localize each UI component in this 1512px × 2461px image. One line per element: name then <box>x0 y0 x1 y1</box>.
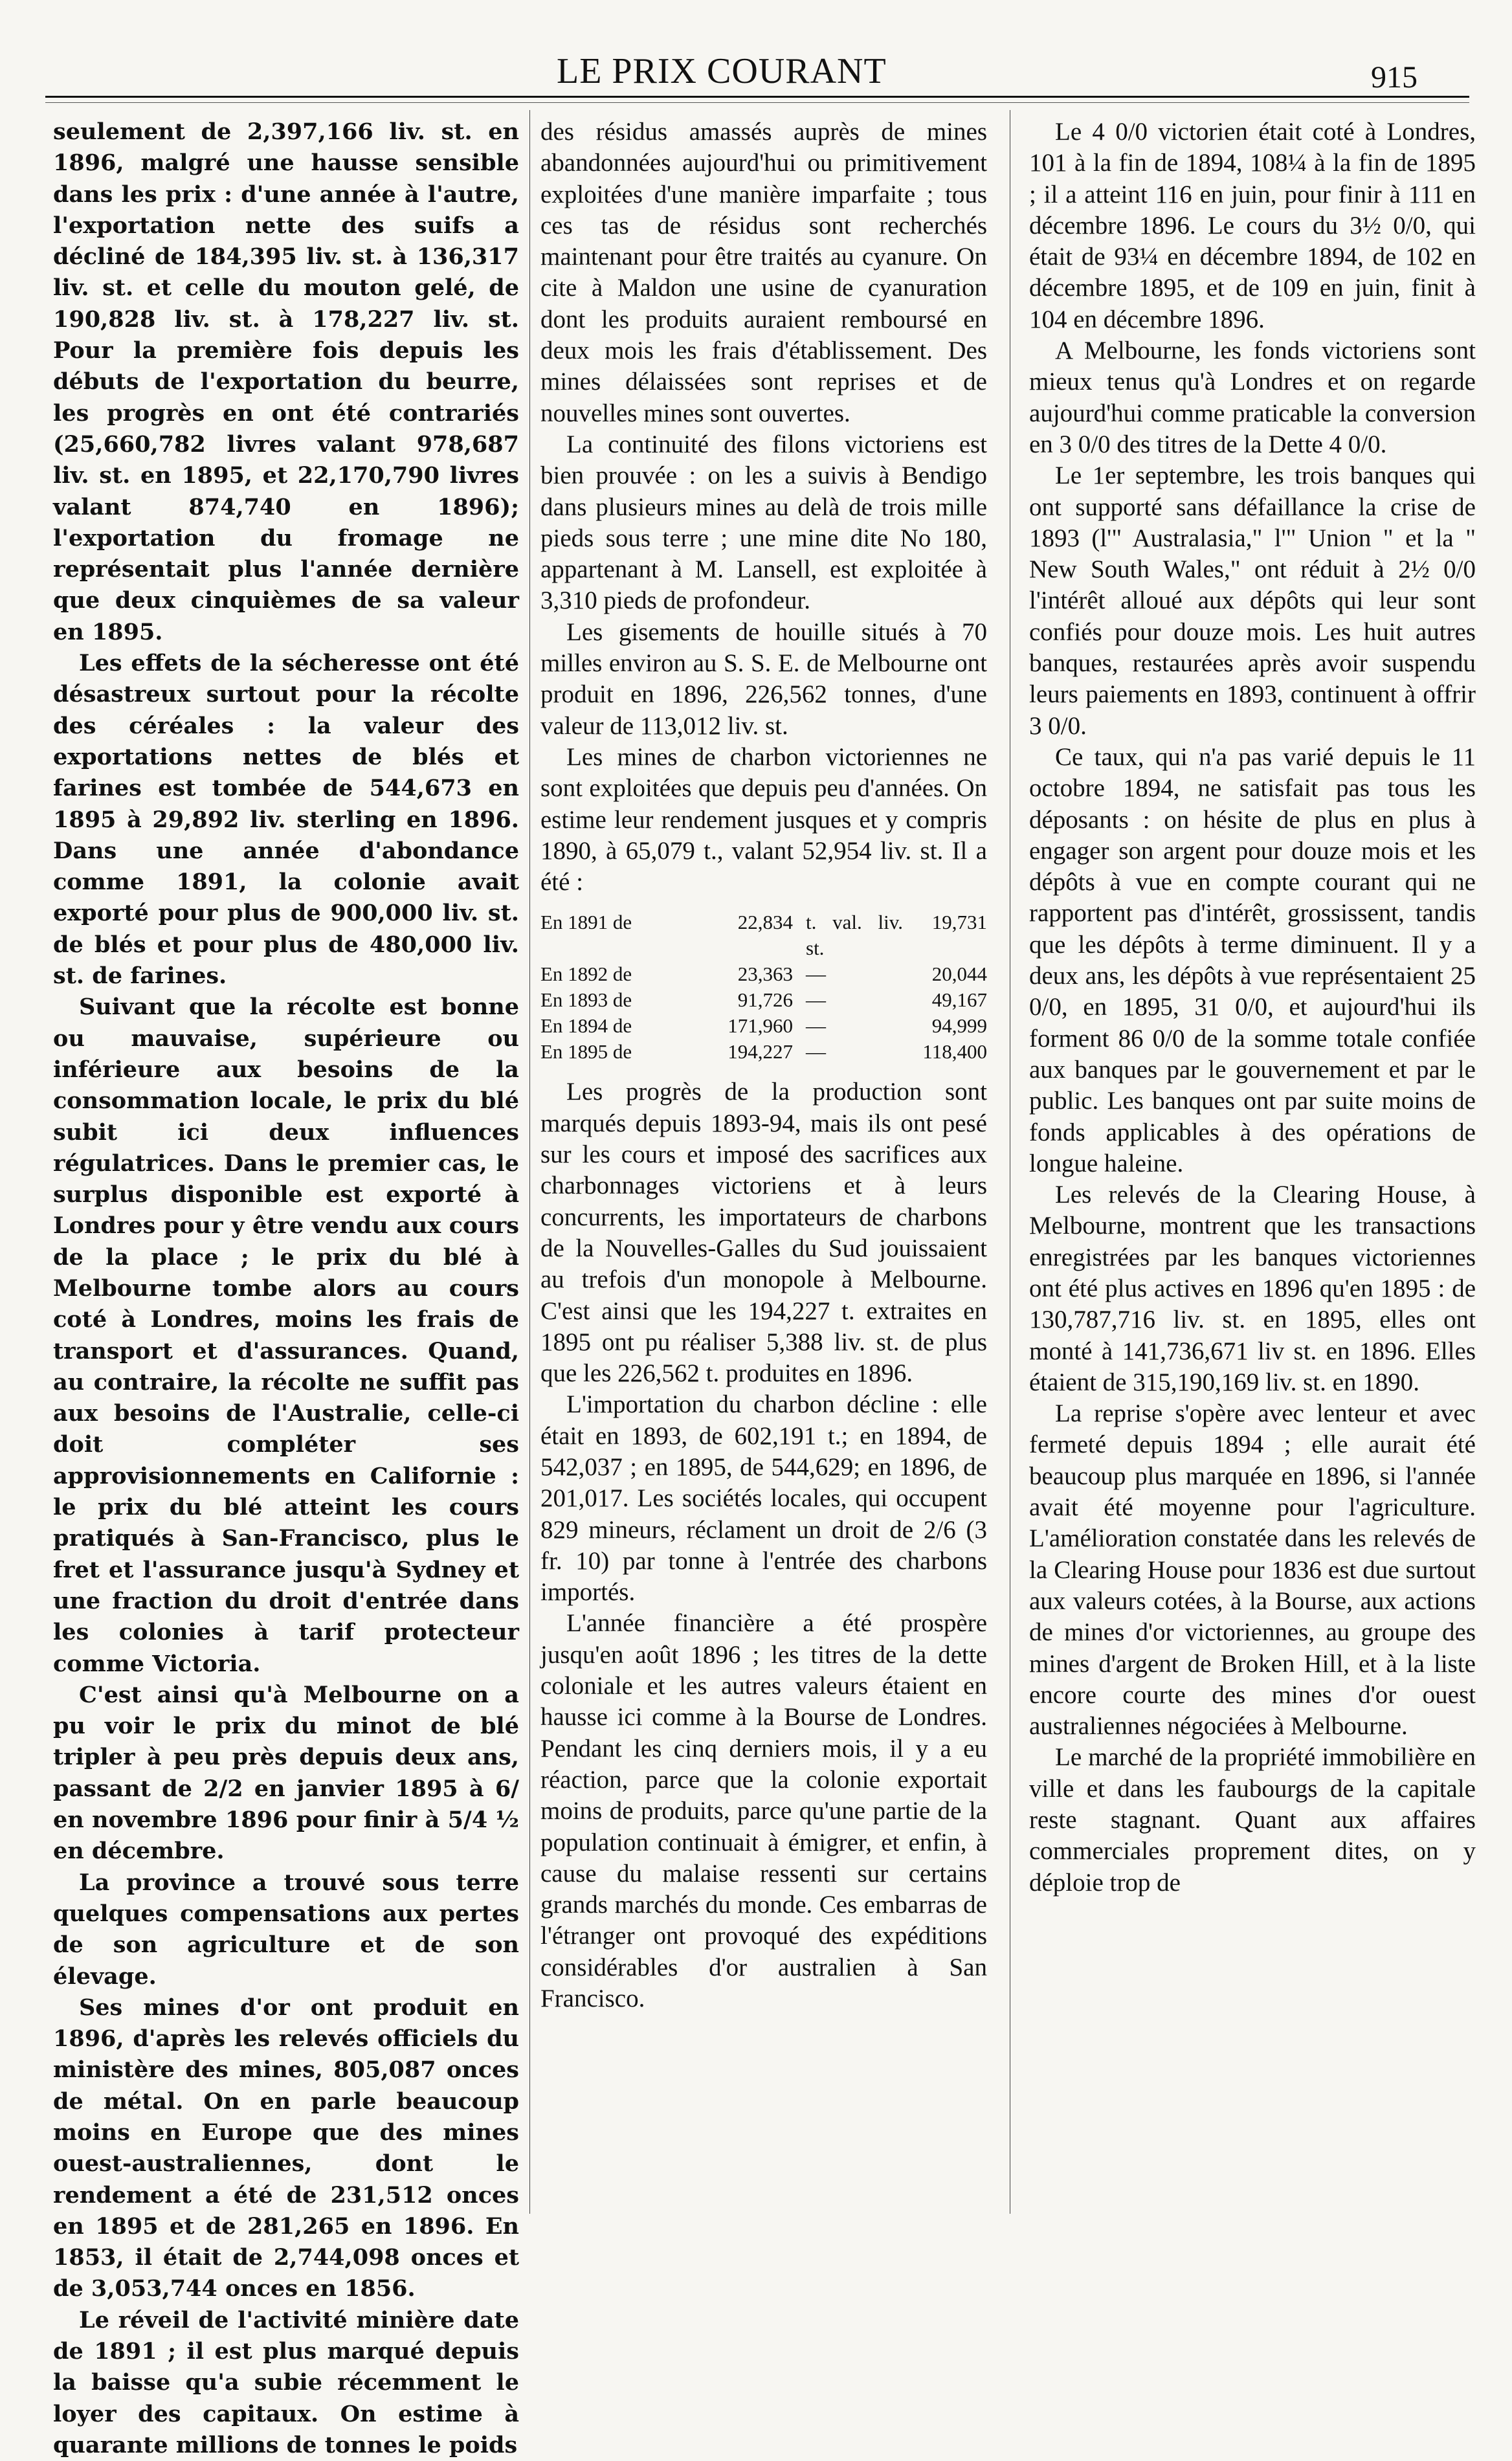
paragraph: C'est ainsi qu'à Melbourne on a pu voir le prix du minot de blé tripler à peu près depuis deux ans, passant de 2/2 en janvier 1895 à 6/ en novembre 1896 pour finir à 5/4 ½ en décembre. <box>53 1681 519 1865</box>
paragraph: seulement de 2,397,166 liv. st. en 1896, malgré une hausse sensible dans les prix : d'une année à l'autre, l'exportation nette des suifs a décliné de 184,395 liv. st. à 136,317 liv. st. et celle du mouton gelé, de 190,828 liv. st. à 178,227 liv. st. Pour la première fois depuis les débuts de l'exportation du beurre, les progrès en ont été contrariés (25,660,782 livres valant 978,687 liv. st. en 1895, et 22,170,790 livres valant 874,740 en 1896); l'exportation du fromage ne représentait plus l'année dernière que deux cinquièmes de sa valeur en 1895. <box>53 118 519 645</box>
table-cell-year: En 1895 de <box>540 1040 632 1063</box>
table-row <box>540 1039 987 1065</box>
column-right <box>1029 117 1476 1899</box>
paragraph: Ses mines d'or ont produit en 1896, d'après les relevés officiels du ministère des mines, 805,087 onces de métal. On en parle beaucoup moins en Europe que des mines ouest-australiennes, dont le rendement a été de 231,512 onces en 1895 et de 281,265 en 1896. En 1853, il était de 2,744,098 onces et de 3,053,744 onces en 1856. <box>53 1994 519 2302</box>
table-row <box>540 961 987 987</box>
table-cell-value: 94,999 <box>931 1014 987 1038</box>
table-cell-tons: 91,726 <box>737 988 793 1012</box>
coal-production-table <box>540 909 987 1065</box>
table-cell-value: 49,167 <box>931 988 987 1012</box>
table-cell-unit: — <box>806 988 826 1012</box>
table-cell-tons: 23,363 <box>737 963 793 986</box>
header-rule <box>45 96 1469 98</box>
table-row <box>540 987 987 1013</box>
page-number: 915 <box>1371 60 1418 95</box>
table-cell-tons: 194,227 <box>728 1040 793 1063</box>
paragraph: Le 4 0/0 victorien était coté à Londres, 101 à la fin de 1894, 108¼ à la fin de 1895 ; il a atteint 116 en juin, pour finir à 111 en décembre 1896. Le cours du 3½ 0/0, qui était de 93¼ en décembre 1894, de 102 en décembre 1895, et de 109 en juin, finit à 104 en décembre 1896. <box>1029 118 1476 333</box>
column-divider <box>529 110 530 2214</box>
table-cell-year: En 1893 de <box>540 988 632 1012</box>
column-left <box>53 117 519 2461</box>
table-cell-value: 20,044 <box>931 963 987 986</box>
header-rule-thin <box>45 102 1469 103</box>
paragraph: Le marché de la propriété immobilière en ville et dans les faubourgs de la capitale reste stagnant. Quant aux affaires commerciales proprement dites, on y déploie trop de <box>1029 1743 1476 1897</box>
table-cell-value: 118,400 <box>922 1040 987 1063</box>
column-middle <box>540 117 987 2014</box>
paragraph: Les relevés de la Clearing House, à Melbourne, montrent que les transactions enregistrées par les banques victoriennes ont été plus actives en 1896 qu'en 1895 : de 130,787,716 liv. st. en 1895, elles ont monté à 141,736,671 liv st. en 1896. Elles étaient de 315,190,169 liv. st. en 1890. <box>1029 1181 1476 1396</box>
table-cell-year: En 1892 de <box>540 963 632 986</box>
paragraph: La continuité des filons victoriens est bien prouvée : on les a suivis à Bendigo dans plusieurs mines au delà de trois mille pieds sous terre ; une mine dite No 180, appartenant à M. Lansell, est exploitée à 3,310 pieds de profondeur. <box>540 430 987 615</box>
table-cell-unit: — <box>806 1040 826 1063</box>
table-cell-value: 19,731 <box>931 911 987 934</box>
paragraph: L'importation du charbon décline : elle était en 1893, de 602,191 t.; en 1894, de 542,037 ; en 1895, de 544,629; en 1896, de 201,017. Les sociétés locales, qui occupent 829 mineurs, réclament un droit de 2/6 (3 fr. 10) par tonne à l'entrée des charbons importés. <box>540 1390 987 1607</box>
paragraph: Les effets de la sécheresse ont été désastreux surtout pour la récolte des céréales : la valeur des exportations nettes de blés et farines est tombée de 544,673 en 1895 à 29,892 liv. sterling en 1896. Dans une année d'abondance comme 1891, la colonie avait exporté pour plus de 900,000 liv. st. de blés et pour plus de 480,000 liv. st. de farines. <box>53 650 519 990</box>
table-cell-year: En 1891 de <box>540 911 632 934</box>
paragraph: des résidus amassés auprès de mines abandonnées aujourd'hui ou primitivement exploitées d'une manière imparfaite ; tous ces tas de résidus sont recherchés maintenant pour être traités au cyanure. On cite à Maldon une usine de cyanuration dont les produits auraient remboursé en deux mois les frais d'établissement. Des mines délaissées sont reprises et de nouvelles mines sont ouvertes. <box>540 118 987 427</box>
page-header <box>0 0 1512 97</box>
paragraph: A Melbourne, les fonds victoriens sont mieux tenus qu'à Londres et on regarde aujourd'hui comme praticable la conversion en 3 0/0 des titres de la Dette 4 0/0. <box>1029 337 1476 458</box>
table-cell-unit: — <box>806 1014 826 1038</box>
paragraph: Les progrès de la production sont marqués depuis 1893-94, mais ils ont pesé sur les cours et imposé des sacrifices aux charbonnages victoriens et à leurs concurrents, les importateurs de charbons de la Nouvelles-Galles du Sud jouissaient au trefois d'un monopole à Melbourne. C'est ainsi que les 194,227 t. extraites en 1895 ont pu réaliser 5,388 liv. st. de plus que les 226,562 t. produites en 1896. <box>540 1078 987 1388</box>
paragraph: Les mines de charbon victoriennes ne sont exploitées que depuis peu d'années. On estime leur rendement jusques et y compris 1890, à 65,079 t., valant 52,954 liv. st. Il a été : <box>540 742 987 896</box>
table-row <box>540 1013 987 1039</box>
table-cell-year: En 1894 de <box>540 1014 632 1038</box>
paragraph: Les gisements de houille situés à 70 milles environ au S. S. E. de Melbourne ont produit en 1896, 226,562 tonnes, d'une valeur de 113,012 liv. st. <box>540 618 987 740</box>
paragraph: L'année financière a été prospère jusqu'en août 1896 ; les titres de la dette coloniale et les autres valeurs étaient en hausse ici comme à la Bourse de Londres. Pendant les cinq derniers mois, il y a eu réaction, parce que la colonie exportait moins de produits, parce qu'une partie de la population continuait à émigrer, et enfin, à cause du malaise ressenti sur certains grands marchés du monde. Ces embarras de l'étranger ont provoqué des expéditions considérables d'or australien à San Francisco. <box>540 1609 987 2013</box>
table-cell-tons: 171,960 <box>728 1014 793 1038</box>
paragraph: La reprise s'opère avec lenteur et avec fermeté depuis 1894 ; elle aurait été beaucoup plus marquée en 1896, si l'année avait été moyenne pour l'agriculture. L'amélioration constatée dans les relevés de la Clearing House pour 1836 est due surtout aux valeurs cotées, à la Bourse, aux actions de mines d'or victoriennes, au groupe des mines d'argent de Broken Hill, et à la liste encore courte des mines d'or ouest australiennes négociées à Melbourne. <box>1029 1399 1476 1741</box>
paragraph: Le 1er septembre, les trois banques qui ont supporté sans défaillance la crise de 1893 (l'" Australasia," l'" Union " et la " New South Wales," ont réduit à 2½ 0/0 l'intérêt alloué aux dépôts qui leur sont confiés pour douze mois. Les huit autres banques, restaurées après avoir suspendu leurs paiements en 1893, continuent à offrir 3 0/0. <box>1029 462 1476 740</box>
paragraph: Ce taux, qui n'a pas varié depuis le 11 octobre 1894, ne satisfait pas tous les déposants : on hésite de plus en plus à engager son argent pour douze mois et les dépôts à vue en compte courant qui ne rapportent pas d'intérêt, grossissent, tandis que les dépôts à terme diminuent. Il y a deux ans, les dépôts à vue représentaient 25 0/0, en 1895, 31 0/0, et aujourd'hui ils forment 86 0/0 de la somme totale confiée aux banques par le gouvernement et par le public. Les banques ont par suite moins de fonds applicables à des opérations de longue haleine. <box>1029 742 1476 1177</box>
paragraph: Le réveil de l'activité minière date de 1891 ; il est plus marqué depuis la baisse qu'a subie récemment le loyer des capitaux. On estime à quarante millions de tonnes le poids <box>53 2306 519 2458</box>
table-cell-unit: t. val. liv. st. <box>806 911 903 960</box>
paragraph: Suivant que la récolte est bonne ou mauvaise, supérieure ou inférieure aux besoins de la consommation locale, le prix du blé subit ici deux influences régulatrices. Dans le premier cas, le surplus disponible est exporté à Londres pour y être vendu aux cours de la place ; le prix du blé à Melbourne tombe alors au cours coté à Londres, moins les frais de transport et d'assurances. Quand, au contraire, la récolte ne suffit pas aux besoins de l'Australie, celle-ci doit compléter ses approvisionnements en Californie : le prix du blé atteint les cours pratiqués à San-Francisco, plus le fret et l'assurance jusqu'à Sydney et une fraction du droit d'entrée dans les colonies à tarif protecteur comme Victoria. <box>53 994 519 1677</box>
table-cell-unit: — <box>806 963 826 986</box>
paragraph: La province a trouvé sous terre quelques compensations aux pertes de son agriculture et de son élevage. <box>53 1869 519 1990</box>
journal-title: LE PRIX COURANT <box>557 51 887 91</box>
table-cell-tons: 22,834 <box>737 911 793 934</box>
table-row <box>540 909 987 961</box>
